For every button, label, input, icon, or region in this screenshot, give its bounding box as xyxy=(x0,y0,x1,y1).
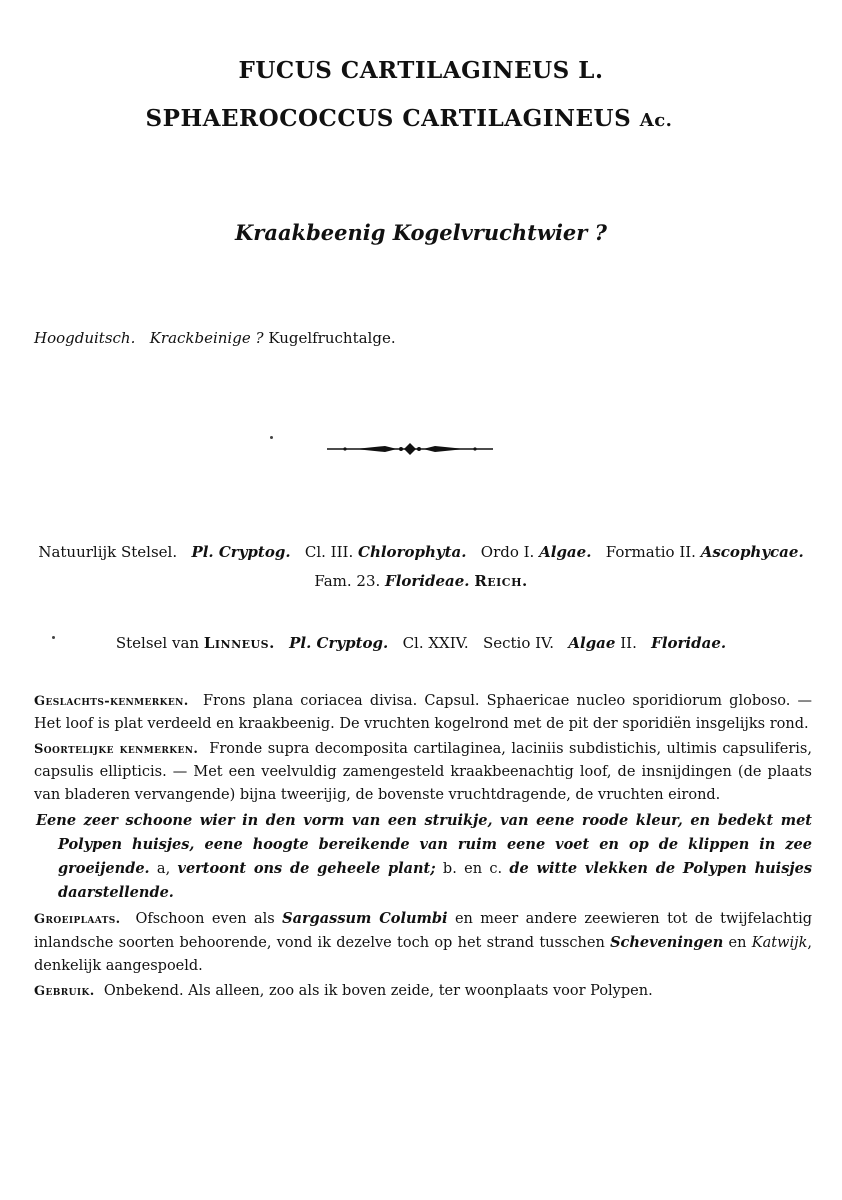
title-line-2 xyxy=(0,105,830,132)
sys-class-2: Cl. XXIV. xyxy=(402,634,469,652)
sys-ii: II. xyxy=(620,634,637,652)
paragraph-plate-description xyxy=(34,809,812,905)
sys-algae: Algae. xyxy=(539,543,592,561)
sys-sectio: Sectio IV. xyxy=(482,634,555,652)
section-label: Groeiplaats. xyxy=(34,912,121,927)
sys-pl-cryptog: Pl. Cryptog. xyxy=(191,543,291,561)
sys-chlorophyta: Chlorophyta. xyxy=(358,543,467,561)
title-line-2-author: Ac. xyxy=(639,110,673,131)
section-text: Scheveningen xyxy=(610,934,724,951)
section-label: Gebruik. xyxy=(34,984,95,999)
section-text: Fronde supra decomposita cartilaginea, laciniis subdistichis, ultimis capsuliferis, capsulis ellipticis. — Met een veelvuldig zamengesteld kraakbeenachtig loof, de insnijdingen (de plaats van bladeren vervangende) bijna tweerijig, de bovenste vruchtdragende, de vruchten eirond. xyxy=(34,741,812,803)
section-text: Katwijk xyxy=(751,935,808,951)
section-text: Sargassum Columbi xyxy=(282,910,448,927)
sys-formatio: Formatio II. xyxy=(605,543,696,561)
paragraph-gebruik xyxy=(34,980,812,1003)
plate-text: vertoont ons de geheele plant; xyxy=(177,860,436,877)
section-text: Frons plana coriacea divisa. Capsul. Sphaericae nucleo sporidiorum globoso. — Het loof is plat verdeeld en kraakbeenig. De vruchten kogelrond met de pit der sporidiën insgelijks rond. xyxy=(34,693,812,732)
decorative-rule-icon xyxy=(325,437,495,461)
plate-text: b. en c. xyxy=(435,861,510,877)
paragraph-groeiplaats xyxy=(34,907,812,978)
plate-text: a, xyxy=(149,861,178,877)
sys-ascophycae: Ascophycae. xyxy=(700,543,804,561)
german-name-plain: Kugelfruchtalge. xyxy=(268,329,396,347)
sys-linneus: Linneus. xyxy=(203,634,275,652)
system-line-3 xyxy=(0,634,842,652)
sys-natuurlijk: Natuurlijk Stelsel. xyxy=(38,543,178,561)
section-text: en meer andere zeewieren tot de twijfelachtig inlandsche soorten behoorende, vond ik dezelve toch op het strand tusschen xyxy=(34,911,812,951)
section-text: Ofschoon even als xyxy=(135,911,283,927)
sys-stelsel-van: Stelsel van xyxy=(115,634,200,652)
sys-fam: Fam. 23. xyxy=(314,572,381,590)
system-line-2 xyxy=(0,572,842,590)
section-text: en xyxy=(723,935,752,951)
title-line-2-main: SPHAEROCOCCUS CARTILAGINEUS xyxy=(145,105,632,132)
section-text: , denkelijk aangespoeld. xyxy=(34,935,812,974)
sys-floridae: Floridae. xyxy=(651,634,727,652)
system-line-1 xyxy=(0,543,842,561)
german-name-line xyxy=(34,329,396,347)
speck xyxy=(270,436,273,439)
section-text: Onbekend. Als alleen, zoo als ik boven zeide, ter woonplaats voor Polypen. xyxy=(103,983,653,999)
sys-ordo: Ordo I. xyxy=(480,543,535,561)
sys-pl-cryptog-2: Pl. Cryptog. xyxy=(289,634,389,652)
title-line-1: FUCUS CARTILAGINEUS L. xyxy=(238,57,604,84)
german-name-italic: Krackbeinige ? xyxy=(149,329,264,347)
paragraph-soort xyxy=(34,738,812,807)
section-label: Geslachts-kenmerken. xyxy=(34,694,189,709)
sys-florideae: Florideae. xyxy=(385,572,470,590)
section-label: Soortelijke kenmerken. xyxy=(34,742,199,757)
sys-reich: Reich. xyxy=(474,572,528,590)
language-label: Hoogduitsch. xyxy=(34,329,136,347)
body-text xyxy=(34,690,812,1005)
vernacular-title: Kraakbeenig Kogelvruchtwier ? xyxy=(235,220,607,245)
sys-class: Cl. III. xyxy=(304,543,354,561)
sys-algae-2: Algae xyxy=(568,634,616,652)
paragraph-geslacht xyxy=(34,690,812,736)
plate-text: de witte vlekken de Polypen huisjes daarstellende. xyxy=(58,860,812,901)
plate-text: Eene zeer schoone wier in den vorm van een struikje, van eene roode kleur, en bedekt met Polypen huisjes, eene hoogte bereikende van ruim eene voet en op de klippen in zee groeijende. xyxy=(36,812,812,877)
